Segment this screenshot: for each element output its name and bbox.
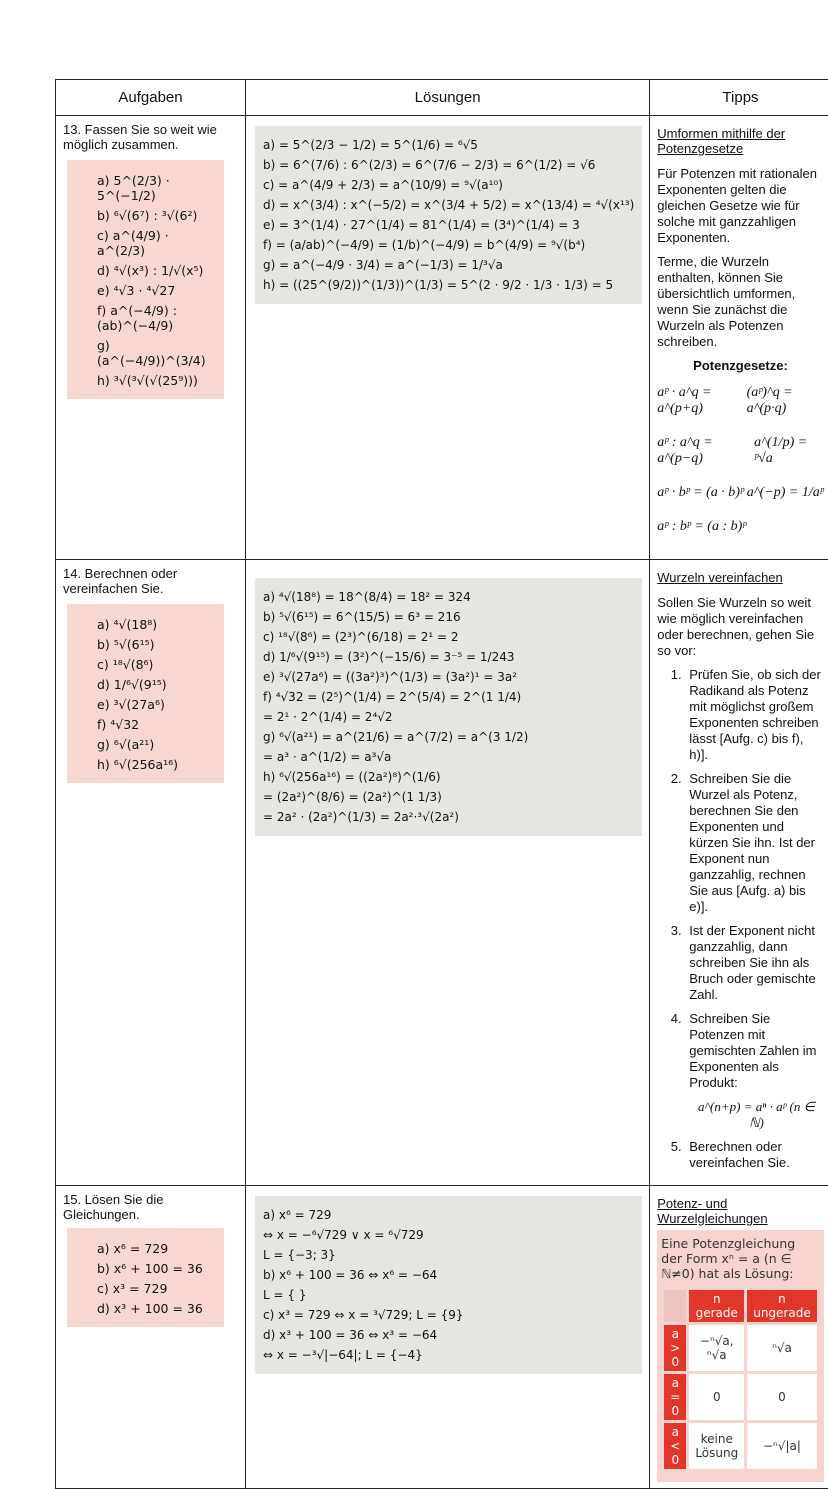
task-item: f) ⁴√32 [97, 717, 140, 732]
solution-line: b) x⁶ + 100 = 36 ⇔ x⁶ = −64 [263, 1268, 438, 1282]
solution-line: b) = 6^(7/6) : 6^(2/3) = 6^(7/6 − 2/3) = 6^(1/2) = √6 [263, 158, 596, 172]
solution-box [255, 126, 642, 304]
row-header: a > 0 [664, 1325, 686, 1371]
solution-line: g) ⁶√(a²¹) = a^(21/6) = a^(7/2) = a^(3 1/2) [263, 730, 529, 744]
task-item: f) a^(−4/9) : (ab)^(−4/9) [97, 303, 177, 333]
task-14 [56, 560, 246, 1186]
steps-list [657, 667, 823, 1171]
cell: 0 [747, 1374, 817, 1420]
power-law: (aᵖ)^q = a^(p·q) [746, 385, 793, 416]
solution-line: d) x³ + 100 = 36 ⇔ x³ = −64 [263, 1328, 438, 1342]
solution-line: d) 1/⁶√(9¹⁵) = (3²)^(−15/6) = 3⁻⁵ = 1/243 [263, 650, 515, 664]
solution-line: c) = a^(4/9 + 2/3) = a^(10/9) = ⁹√(a¹⁰) [263, 178, 503, 192]
solution-line: ⇔ x = −³√|−64|; L = {−4} [263, 1348, 423, 1362]
task-15 [56, 1186, 246, 1489]
solution-13 [246, 116, 650, 560]
task-item: g) ⁶√(a²¹) [97, 737, 155, 752]
solution-14 [246, 560, 650, 1186]
task-item: b) ⁵√(6¹⁵) [97, 637, 155, 652]
cell: −ⁿ√|a| [747, 1423, 817, 1469]
task-item: a) ⁴√(18⁸) [97, 617, 158, 632]
tip-14 [650, 560, 828, 1186]
task-text: 13. Fassen Sie so weit wie möglich zusammen. [63, 122, 217, 152]
task-item: h) ³√(³√(√(25⁹))) [97, 373, 198, 388]
solution-line: a) x⁶ = 729 [263, 1208, 332, 1222]
tip-title: Umformen mithilfe der Potenzgesetze [657, 126, 786, 156]
laws-title: Potenzgesetze: [693, 358, 788, 373]
solution-line: e) ³√(27a⁶) = ((3a²)³)^(1/3) = (3a²)¹ = 3a² [263, 670, 518, 684]
tip-title: Potenz- und Wurzelgleichungen [657, 1196, 768, 1226]
power-law: aᵖ : bᵖ = (a : b)ᵖ [657, 519, 747, 534]
task-item: d) x³ + 100 = 36 [97, 1301, 203, 1316]
col-header: n ungerade [747, 1290, 817, 1322]
solution-line: = a³ · a^(1/2) = a³√a [263, 750, 392, 764]
solution-line: ⇔ x = −⁶√729 ∨ x = ⁶√729 [263, 1228, 424, 1242]
task-item: a) x⁶ = 729 [97, 1241, 169, 1256]
solution-line: L = {−3; 3} [263, 1248, 336, 1262]
power-law: a^(1/p) = ᵖ√a [754, 435, 808, 466]
task-text: 14. Berechnen oder vereinfachen Sie. [63, 566, 178, 596]
solution-line: b) ⁵√(6¹⁵) = 6^(15/5) = 6³ = 216 [263, 610, 461, 624]
power-law: aᵖ · a^q = a^(p+q) [657, 385, 712, 416]
task-items [67, 160, 224, 399]
solution-line: f) ⁴√32 = (2⁵)^(1/4) = 2^(5/4) = 2^(1 1/4) [263, 690, 522, 704]
task-item: a) 5^(2/3) · 5^(−1/2) [97, 173, 170, 203]
step: 5. Berechnen oder vereinfachen Sie. [685, 1139, 823, 1171]
tip-title: Wurzeln vereinfachen [657, 570, 783, 585]
solution-line: L = { } [263, 1288, 307, 1302]
col-header: n gerade [689, 1290, 744, 1322]
step: 2. Schreiben Sie die Wurzel als Potenz, berechnen Sie den Exponenten und kürzen Sie ihn. Ist der Exponent nun ganzzahlig, rechnen Sie aus [Aufg. a) bis e)]. [685, 771, 823, 915]
task-item: b) x⁶ + 100 = 36 [97, 1261, 203, 1276]
tip-paragraph: Für Potenzen mit rationalen Exponenten gelten die gleichen Gesetze wie für solche mit ganzzahligen Exponenten. [657, 166, 817, 245]
task-items [67, 604, 224, 783]
cell: 0 [689, 1374, 744, 1420]
solution-line: f) = (a/ab)^(−4/9) = (1/b)^(−4/9) = b^(4/9) = ⁹√(b⁴) [263, 238, 586, 252]
solution-box [255, 1196, 642, 1374]
task-items [67, 1228, 224, 1327]
step: 3. Ist der Exponent nicht ganzzahlig, dann schreiben Sie ihn als Bruch oder gemischte Zahl. [685, 923, 823, 1003]
header-loesungen: Lösungen [246, 80, 650, 116]
task-item: c) x³ = 729 [97, 1281, 168, 1296]
law-row [657, 519, 823, 535]
law-row [657, 385, 823, 417]
header-aufgaben: Aufgaben [56, 80, 246, 116]
law-row [657, 485, 823, 501]
solution-line: c) x³ = 729 ⇔ x = ³√729; L = {9} [263, 1308, 464, 1322]
tip-13 [650, 116, 828, 560]
rule-text: Eine Potenzgleichung der Form xⁿ = a (n ∈ ℕ≠0) hat als Lösung: [661, 1236, 796, 1281]
worksheet-table [55, 79, 828, 1489]
cell: −ⁿ√a, ⁿ√a [689, 1325, 744, 1371]
cell: keine Lösung [689, 1423, 744, 1469]
solution-line: = 2a² · (2a²)^(1/3) = 2a²·³√(2a²) [263, 810, 459, 824]
row-header: a = 0 [664, 1374, 686, 1420]
formula: a^(n+p) = aⁿ · aᵖ (n ∈ ℕ) [698, 1099, 815, 1130]
solution-line: = 2¹ · 2^(1/4) = 2⁴√2 [263, 710, 393, 724]
solution-table [661, 1287, 819, 1472]
task-item: d) ⁴√(x³) : 1/√(x⁵) [97, 263, 204, 278]
solution-line: e) = 3^(1/4) · 27^(1/4) = 81^(1/4) = (3⁴)^(1/4) = 3 [263, 218, 580, 232]
row-header: a < 0 [664, 1423, 686, 1469]
task-item: e) ⁴√3 · ⁴√27 [97, 283, 176, 298]
task-text: 15. Lösen Sie die Gleichungen. [63, 1192, 164, 1222]
law-row [657, 435, 823, 467]
solution-rule-box [657, 1230, 823, 1482]
task-item: d) 1/⁶√(9¹⁵) [97, 677, 167, 692]
solution-box [255, 578, 642, 836]
solution-line: c) ¹⁸√(8⁶) = (2³)^(6/18) = 2¹ = 2 [263, 630, 459, 644]
tip-15 [650, 1186, 828, 1489]
power-law: aᵖ : a^q = a^(p−q) [657, 435, 713, 466]
task-item: h) ⁶√(256a¹⁶) [97, 757, 179, 772]
solution-line: d) = x^(3/4) : x^(−5/2) = x^(3/4 + 5/2) = x^(13/4) = ⁴√(x¹³) [263, 198, 635, 212]
task-item: c) ¹⁸√(8⁶) [97, 657, 154, 672]
power-law: aᵖ · bᵖ = (a · b)ᵖ [657, 485, 744, 500]
solution-line: a) = 5^(2/3 − 1/2) = 5^(1/6) = ⁶√5 [263, 138, 478, 152]
step: 1. Prüfen Sie, ob sich der Radikand als Potenz mit möglichst großem Exponenten schreiben lässt [Aufg. c) bis f), h)]. [685, 667, 823, 763]
solution-line: h) ⁶√(256a¹⁶) = ((2a²)⁸)^(1/6) [263, 770, 441, 784]
task-item: c) a^(4/9) · a^(2/3) [97, 228, 169, 258]
tip-intro: Sollen Sie Wurzeln so weit wie möglich vereinfachen oder berechnen, gehen Sie so vor: [657, 595, 815, 658]
solution-line: = (2a²)^(8/6) = (2a²)^(1 1/3) [263, 790, 442, 804]
solution-line: g) = a^(−4/9 · 3/4) = a^(−1/3) = 1/³√a [263, 258, 503, 272]
header-tipps: Tipps [650, 80, 828, 116]
task-13 [56, 116, 246, 560]
task-item: b) ⁶√(6⁷) : ³√(6²) [97, 208, 198, 223]
task-item: e) ³√(27a⁶) [97, 697, 165, 712]
power-law: a^(−p) = 1/aᵖ [746, 485, 824, 500]
task-item: g) (a^(−4/9))^(3/4) [97, 338, 206, 368]
solution-15 [246, 1186, 650, 1489]
step: 4. Schreiben Sie Potenzen mit gemischten Zahlen im Exponenten als Produkt: a^(n+p) = aⁿ · aᵖ (n ∈ ℕ) [685, 1011, 823, 1131]
solution-line: a) ⁴√(18⁸) = 18^(8/4) = 18² = 324 [263, 590, 471, 604]
tip-paragraph: Terme, die Wurzeln enthalten, können Sie übersichtlich umformen, wenn Sie zunächst die Wurzeln als Potenzen schreiben. [657, 254, 796, 349]
solution-line: h) = ((25^(9/2))^(1/3))^(1/3) = 5^(2 · 9/2 · 1/3 · 1/3) = 5 [263, 278, 614, 292]
cell: ⁿ√a [747, 1325, 817, 1371]
